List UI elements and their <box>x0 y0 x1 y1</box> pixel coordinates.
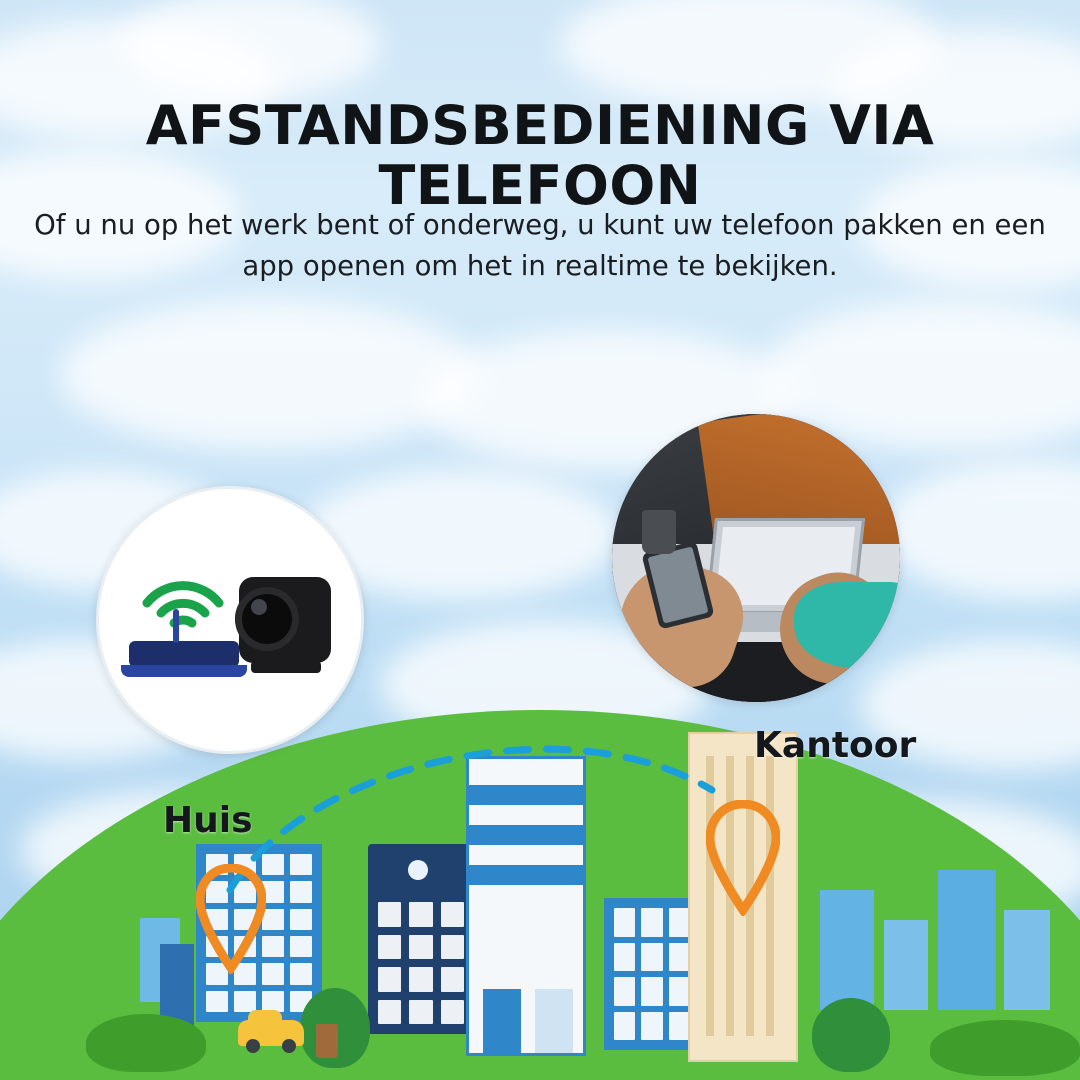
building-far <box>938 870 996 1010</box>
building-far <box>820 890 874 1010</box>
building-far <box>1004 910 1050 1010</box>
tree-decoration <box>812 998 890 1072</box>
map-pin-home-icon <box>196 864 266 978</box>
cloud-decoration <box>880 460 1080 600</box>
page-title: AFSTANDSBEDIENING VIA TELEFOON <box>145 94 935 218</box>
trash-bin-icon <box>316 1024 338 1058</box>
camera-lens-glint <box>251 599 267 615</box>
building-blue-mid <box>604 898 700 1050</box>
bush-decoration <box>86 1014 206 1072</box>
camera-stand <box>251 661 321 673</box>
cloud-decoration <box>60 300 480 450</box>
office-photo-bubble <box>612 414 900 702</box>
building-far <box>884 920 928 1010</box>
building-navy <box>368 844 474 1034</box>
home-photo-bubble <box>96 486 364 754</box>
clock-icon <box>408 860 428 880</box>
building-white-center <box>466 756 586 1056</box>
wifi-icon <box>129 541 249 641</box>
router-base <box>121 665 247 677</box>
router-antenna <box>173 609 179 643</box>
label-home: Huis <box>163 800 253 841</box>
camera-lens <box>235 587 299 651</box>
label-office: Kantoor <box>754 725 917 766</box>
wifi-router-icon <box>129 641 239 667</box>
map-pin-office-icon <box>706 800 780 920</box>
bush-decoration <box>930 1020 1080 1076</box>
page-subtitle: Of u nu op het werk bent of onderweg, u kunt uw telefoon pakken en een app openen om het in realtime te bekijken. <box>34 209 1046 282</box>
car-icon <box>238 1020 304 1046</box>
